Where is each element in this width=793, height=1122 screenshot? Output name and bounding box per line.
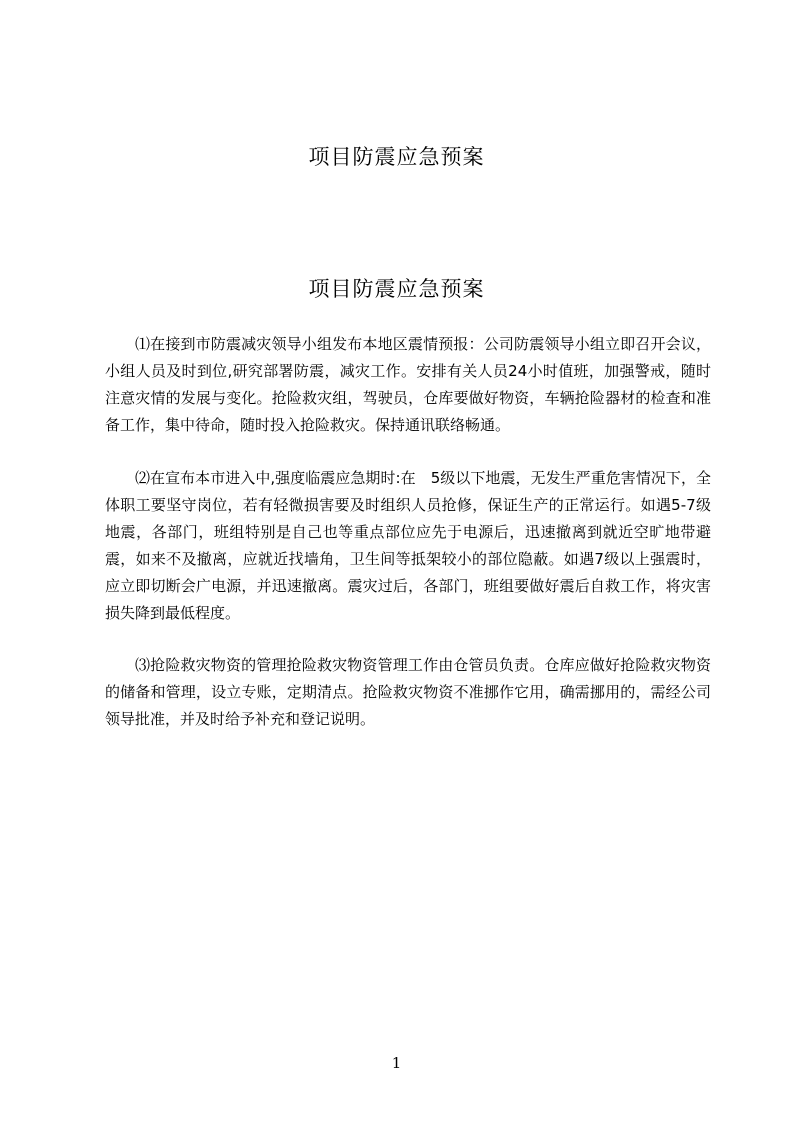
paragraph-earthquake-forecast: ⑴在接到市防震减灾领导小组发布本地区震情预报：公司防震领导小组立即召开会议，小组人员及时到位,研究部署防震，减灾工作。安排有关人员24小时值班，加强警戒，随时注意灾情的发展与变化。抢险救灾组，驾驶员，仓库要做好物资，车辆抢险器材的检查和准备工作，集中待命，随时投入抢险救灾。保持通讯联络畅通。 bbox=[105, 335, 711, 434]
header-title: 项目防震应急预案 bbox=[308, 145, 485, 169]
main-title: 项目防震应急预案 bbox=[308, 277, 485, 301]
page-number: 1 bbox=[391, 1054, 402, 1072]
paragraph-emergency-period: ⑵在宣布本市进入中,强度临震应急期时:在 5级以下地震，无发生严重危害情况下，全体职工要坚守岗位，若有轻微损害要及时组织人员抢修，保证生产的正常运行。如遇5-7级地震，各部门，班组特别是自己也等重点部位应先于电源后，迅速撤离到就近空旷地带避震，如来不及撤离，应就近找墙角，卫生间等抵架较小的部位隐蔽。如遇7级以上强震时，应立即切断会广电源，并迅速撤离。震灾过后，各部门，班组要做好震后自救工作，将灾害损失降到最低程度。 bbox=[105, 469, 711, 622]
paragraph-relief-supplies: ⑶抢险救灾物资的管理抢险救灾物资管理工作由仓管员负责。仓库应做好抢险救灾物资的储备和管理，设立专账，定期清点。抢险救灾物资不准挪作它用，确需挪用的，需经公司领导批准，并及时给予补充和登记说明。 bbox=[105, 656, 711, 728]
